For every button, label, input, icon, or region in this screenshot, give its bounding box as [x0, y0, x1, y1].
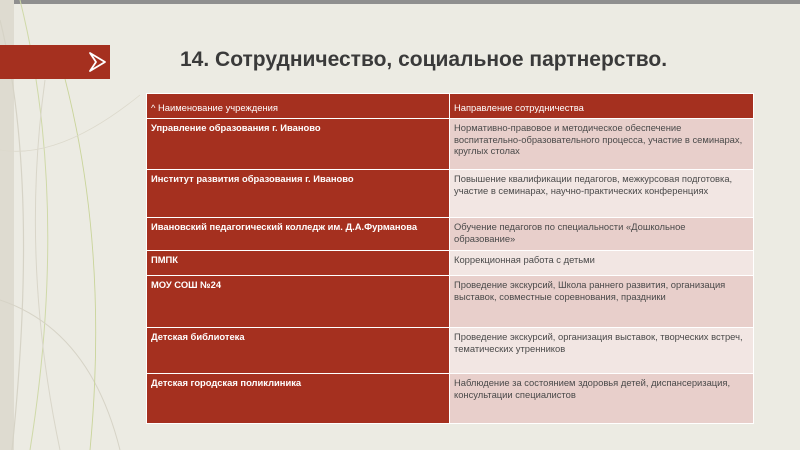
table-row [147, 170, 754, 218]
header-direction: Направление сотрудничества [450, 94, 754, 119]
institution-cell: Детская библиотека [147, 328, 450, 374]
table-row [147, 276, 754, 328]
institution-cell: ПМПК [147, 251, 450, 276]
header-institution: ^ Наименование учреждения [147, 94, 450, 119]
institution-cell: Ивановский педагогический колледж им. Д.А.Фурманова [147, 218, 450, 251]
table-row [147, 251, 754, 276]
direction-cell: Наблюдение за состоянием здоровья детей, диспансеризация, консультации специалистов [450, 374, 754, 424]
institution-cell: Институт развития образования г. Иваново [147, 170, 450, 218]
direction-cell: Нормативно-правовое и методическое обеспечение воспитательно-образовательного процесса, участие в семинарах, круглых столах [450, 119, 754, 170]
table-row [147, 328, 754, 374]
table-header-row [147, 94, 754, 119]
page-title: 14. Сотрудничество, социальное партнерство. [180, 48, 668, 71]
direction-cell: Проведение экскурсий, Школа раннего развития, организация выставок, совместные соревнования, праздники [450, 276, 754, 328]
direction-cell: Проведение экскурсий, организация выставок, творческих встреч, тематических утренников [450, 328, 754, 374]
table-row [147, 119, 754, 170]
institution-cell: Управление образования г. Иваново [147, 119, 450, 170]
direction-cell: Обучение педагогов по специальности «Дошкольное образование» [450, 218, 754, 251]
table-row [147, 374, 754, 424]
arrow-right-icon [87, 50, 109, 74]
partners-table [146, 93, 754, 424]
direction-cell: Коррекционная работа с детьми [450, 251, 754, 276]
direction-cell: Повышение квалификации педагогов, межкурсовая подготовка, участие в семинарах, научно-практических конференциях [450, 170, 754, 218]
institution-cell: МОУ СОШ №24 [147, 276, 450, 328]
table-row [147, 218, 754, 251]
institution-cell: Детская городская поликлиника [147, 374, 450, 424]
